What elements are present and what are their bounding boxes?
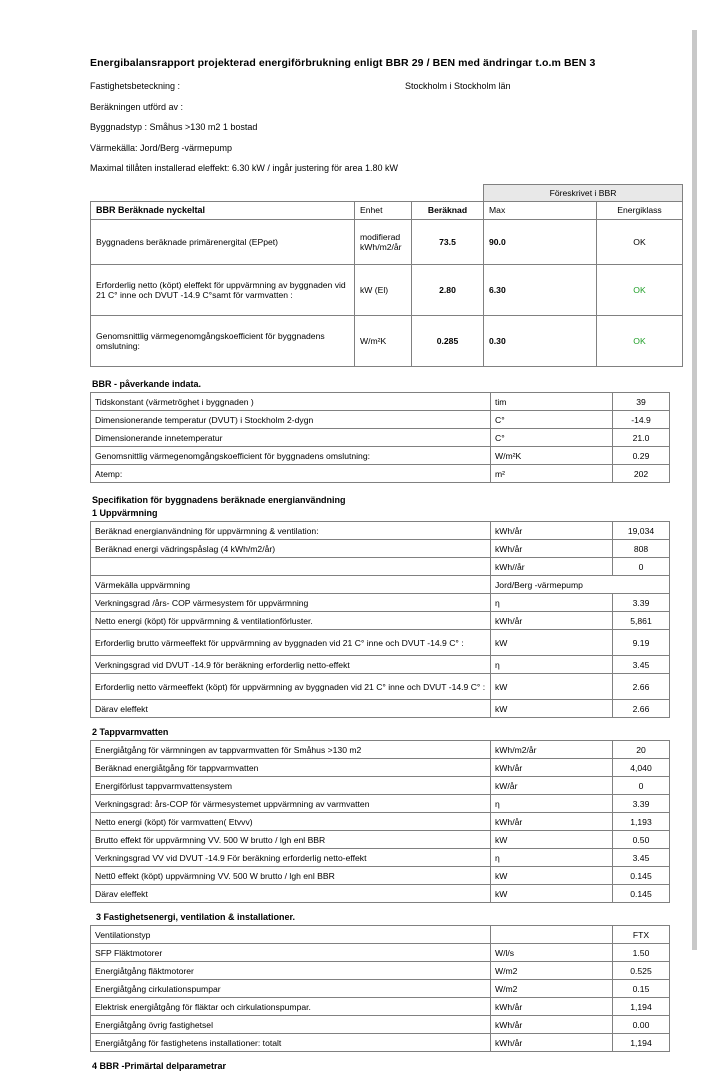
- row-unit: kWh/år: [491, 1016, 613, 1034]
- table-row: [91, 831, 670, 849]
- row-value: 2.66: [613, 674, 670, 700]
- row-label: Tidskonstant (värmetröghet i byggnaden ): [91, 393, 491, 411]
- table-row: [91, 429, 670, 447]
- table-row: [91, 777, 670, 795]
- row-label: Energiåtgång för fastighetens installationer: totalt: [91, 1034, 491, 1052]
- row-value: 0.145: [613, 867, 670, 885]
- section-heading-2: 2 Tappvarmvatten: [92, 727, 169, 738]
- table-row: [91, 867, 670, 885]
- table-row: [91, 1034, 670, 1052]
- row-unit: kW: [491, 700, 613, 718]
- page-title: Energibalansrapport projekterad energiförbrukning enligt BBR 29 / BEN med ändringar t.o.m BEN 3: [90, 57, 596, 69]
- row-unit: m²: [491, 465, 613, 483]
- table-row: [91, 465, 670, 483]
- row-label: Värmekälla uppvärmning: [91, 576, 491, 594]
- col-header-beraknad: Beräknad: [412, 202, 484, 220]
- row-value: 0.00: [613, 1016, 670, 1034]
- row-unit: η: [491, 849, 613, 867]
- table-row: [91, 741, 670, 759]
- key-table-header-row: [91, 202, 683, 220]
- meta-row-varmekalla: [90, 143, 682, 154]
- table-row: [91, 1016, 670, 1034]
- table-row: [91, 998, 670, 1016]
- row-label: Erforderlig brutto värmeeffekt för uppvärmning av byggnaden vid 21 C° inne och DVUT -14.9 C° :: [91, 630, 491, 656]
- row-unit: kWh/år: [491, 813, 613, 831]
- meta-label: Maximal tillåten installerad eleffekt: 6.30 kW / ingår justering för area 1.80 kW: [90, 163, 398, 173]
- row-value: 3.45: [613, 849, 670, 867]
- row-value: 0.50: [613, 831, 670, 849]
- uppvarmning-table: [90, 521, 670, 718]
- row-label: Energiåtgång fläktmotorer: [91, 962, 491, 980]
- row-unit: C°: [491, 429, 613, 447]
- row-unit: kW: [491, 630, 613, 656]
- row-label: Energiförlust tappvarmvattensystem: [91, 777, 491, 795]
- table-row: [91, 813, 670, 831]
- key-row-unit: modifierad kWh/m2/år: [355, 220, 412, 265]
- document-sheet: [37, 25, 692, 1072]
- key-row-class: OK: [597, 265, 683, 316]
- row-value: 20: [613, 741, 670, 759]
- row-value: 0.145: [613, 885, 670, 903]
- key-row-label: Erforderlig netto (köpt) eleffekt för uppvärmning av byggnaden vid 21 C° inne och DVUT -14.9 C°samt för varmvatten :: [91, 265, 355, 316]
- table-row: [91, 522, 670, 540]
- meta-label: Värmekälla: Jord/Berg -värmepump: [90, 142, 233, 153]
- row-label: Netto energi (köpt) för uppvärmning & ventilationförluster.: [91, 612, 491, 630]
- row-label: Elektrisk energiåtgång för fläktar och cirkulationspumpar.: [91, 998, 491, 1016]
- table-row: [91, 656, 670, 674]
- row-unit: tim: [491, 393, 613, 411]
- row-label: Beräknad energianvändning för uppvärmning & ventilation:: [91, 522, 491, 540]
- key-row-max: 90.0: [484, 220, 597, 265]
- row-unit: kW: [491, 831, 613, 849]
- row-label: Nett0 effekt (köpt) uppvärmning VV. 500 W brutto / lgh enl BBR: [91, 867, 491, 885]
- row-label: Energiåtgång för värmningen av tappvarmvatten för Småhus >130 m2: [91, 741, 491, 759]
- row-label: Energiåtgång övrig fastighetsel: [91, 1016, 491, 1034]
- row-label: Dimensionerande temperatur (DVUT) i Stockholm 2-dygn: [91, 411, 491, 429]
- table-row: [91, 849, 670, 867]
- row-unit: η: [491, 656, 613, 674]
- col-header-max: Max: [484, 202, 597, 220]
- table-row: [91, 265, 683, 316]
- table-row: [91, 980, 670, 998]
- section-heading-spec: Specifikation för byggnadens beräknade energianvändning: [92, 495, 346, 506]
- key-row-unit: kW (El): [355, 265, 412, 316]
- table-row-varmekalla: [91, 576, 670, 594]
- table-row: [91, 962, 670, 980]
- row-unit: kWh/m2/år: [491, 741, 613, 759]
- section-heading-4: 4 BBR -Primärtal delparametrar: [92, 1061, 227, 1072]
- row-unit: kWh//år: [491, 558, 613, 576]
- meta-row-byggnadstyp: [90, 122, 682, 133]
- key-row-max: 6.30: [484, 265, 597, 316]
- key-row-class: OK: [597, 316, 683, 367]
- key-row-max: 0.30: [484, 316, 597, 367]
- key-row-unit: W/m²K: [355, 316, 412, 367]
- row-label: SFP Fläktmotorer: [91, 944, 491, 962]
- table-row: [91, 447, 670, 465]
- key-row-label: Genomsnittlig värmegenomgångskoefficient för byggnadens omslutning:: [91, 316, 355, 367]
- row-value: 3.39: [613, 594, 670, 612]
- key-table-group-header-row: [91, 184, 683, 202]
- row-value: 1.50: [613, 944, 670, 962]
- row-label: Atemp:: [91, 465, 491, 483]
- row-value: 1,194: [613, 1034, 670, 1052]
- row-unit: kWh/år: [491, 522, 613, 540]
- row-unit: η: [491, 594, 613, 612]
- table-row: [91, 558, 670, 576]
- key-row-calculated: 73.5: [412, 220, 484, 265]
- row-value: 1,194: [613, 998, 670, 1016]
- row-value: 9.19: [613, 630, 670, 656]
- table-row: [91, 795, 670, 813]
- row-value: 5,861: [613, 612, 670, 630]
- row-label: Genomsnittlig värmegenomgångskoefficient för byggnadens omslutning:: [91, 447, 491, 465]
- meta-row-berakningen-utford-av: [90, 102, 682, 113]
- col-header-energiklass: Energiklass: [597, 202, 683, 220]
- row-unit: kWh/år: [491, 612, 613, 630]
- key-row-calculated: 0.285: [412, 316, 484, 367]
- indata-table: [90, 392, 670, 483]
- meta-value: Stockholm i Stockholm län: [405, 81, 511, 91]
- row-unit: kWh/år: [491, 1034, 613, 1052]
- key-row-calculated: 2.80: [412, 265, 484, 316]
- meta-label: Beräkningen utförd av :: [90, 101, 184, 112]
- table-row: [91, 630, 670, 656]
- row-value: 0: [613, 558, 670, 576]
- table-row: [91, 220, 683, 265]
- row-unit: kW: [491, 885, 613, 903]
- key-table-group-header: Föreskrivet i BBR: [484, 184, 683, 202]
- row-unit: W/m2: [491, 962, 613, 980]
- row-value: 19,034: [613, 522, 670, 540]
- table-row: [91, 944, 670, 962]
- table-row: [91, 700, 670, 718]
- table-row: [91, 674, 670, 700]
- row-label: Energiåtgång cirkulationspumpar: [91, 980, 491, 998]
- row-value: 202: [613, 465, 670, 483]
- row-value: 3.45: [613, 656, 670, 674]
- meta-row-fastighetsbeteckning: [90, 81, 682, 92]
- row-unit: C°: [491, 411, 613, 429]
- row-label: Brutto effekt för uppvärmning VV. 500 W brutto / lgh enl BBR: [91, 831, 491, 849]
- row-value: 3.39: [613, 795, 670, 813]
- row-label: Därav eleffekt: [91, 885, 491, 903]
- row-unit: W/m²K: [491, 447, 613, 465]
- col-header-enhet: Enhet: [355, 202, 412, 220]
- section-heading-3: 3 Fastighetsenergi, ventilation & installationer.: [96, 912, 296, 923]
- spacer-cell: [91, 184, 355, 202]
- key-row-label: Byggnadens beräknade primärenergital (EPpet): [91, 220, 355, 265]
- row-unit: kW: [491, 867, 613, 885]
- row-split-value: Jord/Berg -värmepump: [491, 576, 670, 594]
- table-row: [91, 926, 670, 944]
- row-label: Dimensionerande innetemperatur: [91, 429, 491, 447]
- row-label: Verkningsgrad vid DVUT -14.9 för beräkning erforderlig netto-effekt: [91, 656, 491, 674]
- table-row: [91, 885, 670, 903]
- row-unit: kWh/år: [491, 759, 613, 777]
- row-value: 39: [613, 393, 670, 411]
- row-unit: W/l/s: [491, 944, 613, 962]
- row-unit: kW/år: [491, 777, 613, 795]
- row-label: Ventilationstyp: [91, 926, 491, 944]
- table-row: [91, 411, 670, 429]
- row-value: 4,040: [613, 759, 670, 777]
- row-value: 1,193: [613, 813, 670, 831]
- row-label: Därav eleffekt: [91, 700, 491, 718]
- fastighetsenergi-table: [90, 925, 670, 1052]
- row-value: 0: [613, 777, 670, 795]
- row-unit: kWh/år: [491, 540, 613, 558]
- spacer-cell: [355, 184, 412, 202]
- row-value: -14.9: [613, 411, 670, 429]
- table-row: [91, 316, 683, 367]
- row-value: 0.15: [613, 980, 670, 998]
- meta-label: Fastighetsbeteckning :: [90, 81, 181, 91]
- row-label: Verkningsgrad VV vid DVUT -14.9 För beräkning erforderlig netto-effekt: [91, 849, 491, 867]
- section-heading-indata: BBR - påverkande indata.: [92, 379, 202, 390]
- row-label: [91, 558, 491, 576]
- row-value: 808: [613, 540, 670, 558]
- section-heading-1: 1 Uppvärmning: [92, 508, 158, 519]
- row-label: Verkningsgrad /års- COP värmesystem för uppvärmning: [91, 594, 491, 612]
- row-unit: kWh/år: [491, 998, 613, 1016]
- row-value: 2.66: [613, 700, 670, 718]
- table-row: [91, 540, 670, 558]
- row-unit: [491, 926, 613, 944]
- table-row: [91, 393, 670, 411]
- row-label: Beräknad energi vädringspåslag (4 kWh/m2/år): [91, 540, 491, 558]
- row-label: Erforderlig netto värmeeffekt (köpt) för uppvärmning av byggnaden vid 21 C° inne och DVUT -14.9 C° :: [91, 674, 491, 700]
- row-unit: kW: [491, 674, 613, 700]
- spacer-cell: [412, 184, 484, 202]
- table-row: [91, 612, 670, 630]
- row-label: Beräknad energiåtgång för tappvarmvatten: [91, 759, 491, 777]
- row-value: 0.525: [613, 962, 670, 980]
- row-unit: W/m2: [491, 980, 613, 998]
- col-header-nyckeltal: BBR Beräknade nyckeltal: [91, 202, 355, 220]
- row-value: FTX: [613, 926, 670, 944]
- row-label: Netto energi (köpt) för varmvatten( Etvvv): [91, 813, 491, 831]
- row-value: 21.0: [613, 429, 670, 447]
- row-unit: η: [491, 795, 613, 813]
- key-figures-table: [90, 184, 683, 368]
- meta-label: Byggnadstyp : Småhus >130 m2 1 bostad: [90, 122, 258, 132]
- table-row: [91, 759, 670, 777]
- document-content: [90, 57, 682, 1074]
- meta-row-max-eleffekt: [90, 163, 682, 174]
- tappvarmvatten-table: [90, 740, 670, 903]
- key-row-class: OK: [597, 220, 683, 265]
- row-value: 0.29: [613, 447, 670, 465]
- row-label: Verkningsgrad: års-COP för värmesystemet uppvärmning av varmvatten: [91, 795, 491, 813]
- table-row: [91, 594, 670, 612]
